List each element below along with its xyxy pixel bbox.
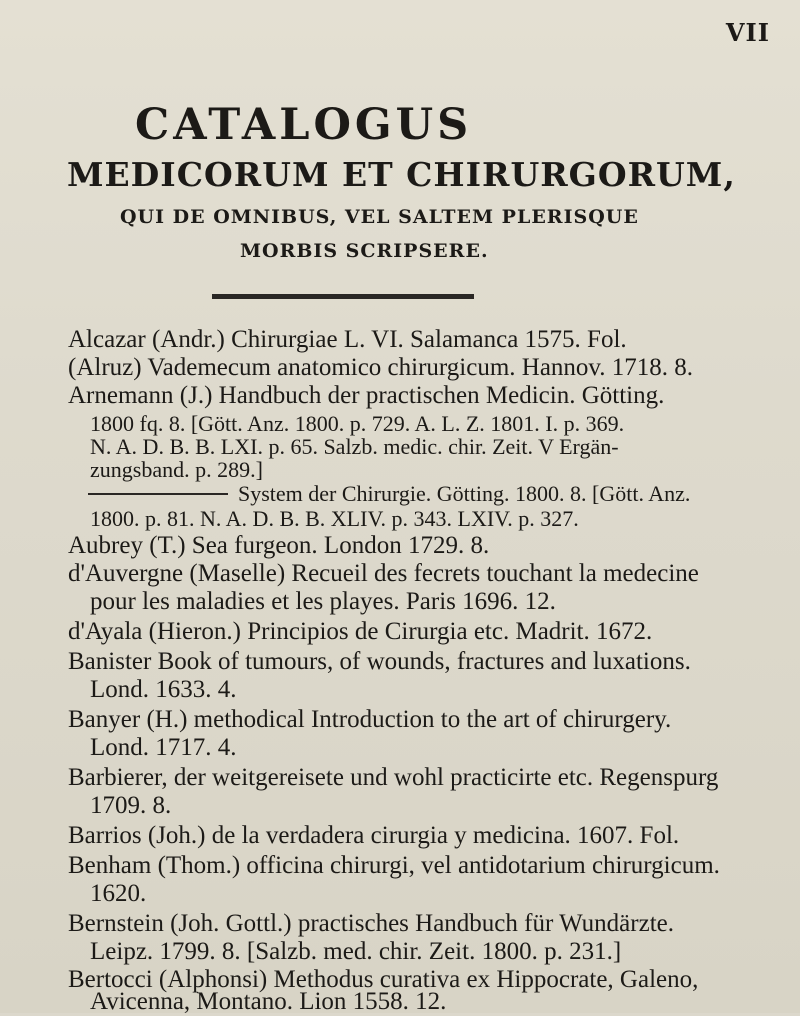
page-number: VII bbox=[725, 18, 770, 47]
subtitle-line2: MORBIS SCRIPSERE. bbox=[240, 240, 489, 262]
entry-line: Lond. 1633. 4. bbox=[90, 676, 237, 703]
entry-line: Benham (Thom.) officina chirurgi, vel antidotarium chirurgicum. bbox=[68, 852, 720, 879]
entry-line: Lond. 1717. 4. bbox=[90, 734, 237, 761]
entry-line: Alcazar (Andr.) Chirurgiae L. VI. Salamanca 1575. Fol. bbox=[68, 326, 627, 353]
ditto-dash bbox=[88, 493, 228, 495]
entry-line: pour les maladies et les playes. Paris 1696. 12. bbox=[90, 588, 556, 615]
entry-line: System der Chirurgie. Götting. 1800. 8. [Gött. Anz. bbox=[238, 481, 691, 506]
entry-line: 1800 fq. 8. [Gött. Anz. 1800. p. 729. A. L. Z. 1801. I. p. 369. bbox=[90, 411, 625, 436]
entry-line: zungsband. p. 289.] bbox=[90, 457, 263, 482]
entry-line: Avicenna, Montano. Lion 1558. 12. bbox=[90, 988, 447, 1015]
entry-line: d'Auvergne (Maselle) Recueil des fecrets touchant la medecine bbox=[68, 560, 699, 587]
ornamental-rule bbox=[212, 294, 474, 299]
entry-line: N. A. D. B. B. LXI. p. 65. Salzb. medic. chir. Zeit. V Ergän- bbox=[90, 434, 619, 459]
entry-line: Banyer (H.) methodical Introduction to the art of chirurgery. bbox=[68, 706, 672, 733]
entry-line: Arnemann (J.) Handbuch der practischen Medicin. Götting. bbox=[68, 382, 665, 409]
title-medicorum: MEDICORUM ET CHIRURGORUM, bbox=[67, 155, 736, 194]
entry-line: Bertocci (Alphonsi) Methodus curativa ex Hippocrate, Galeno, bbox=[68, 966, 699, 993]
subtitle-line1: QUI DE OMNIBUS, VEL SALTEM PLERISQUE bbox=[120, 206, 639, 228]
entry-line: Banister Book of tumours, of wounds, fractures and luxations. bbox=[68, 648, 691, 675]
entry-line: 1800. p. 81. N. A. D. B. B. XLIV. p. 343. LXIV. p. 327. bbox=[90, 506, 579, 531]
entry-line: d'Ayala (Hieron.) Principios de Cirurgia etc. Madrit. 1672. bbox=[68, 618, 653, 645]
title-catalogus: CATALOGUS bbox=[135, 100, 473, 150]
entry-line: 1620. bbox=[90, 880, 147, 907]
entry-line: 1709. 8. bbox=[90, 792, 172, 819]
entry-line: Barbierer, der weitgereisete und wohl practicirte etc. Regenspurg bbox=[68, 764, 719, 791]
entry-line: Aubrey (T.) Sea furgeon. London 1729. 8. bbox=[68, 532, 490, 559]
entry-line: Bernstein (Joh. Gottl.) practisches Handbuch für Wundärzte. bbox=[68, 910, 674, 937]
entry-line: (Alruz) Vademecum anatomico chirurgicum. Hannov. 1718. 8. bbox=[68, 354, 694, 381]
entry-line: Leipz. 1799. 8. [Salzb. med. chir. Zeit. 1800. p. 231.] bbox=[90, 938, 622, 965]
entry-line: Barrios (Joh.) de la verdadera cirurgia y medicina. 1607. Fol. bbox=[68, 822, 680, 849]
